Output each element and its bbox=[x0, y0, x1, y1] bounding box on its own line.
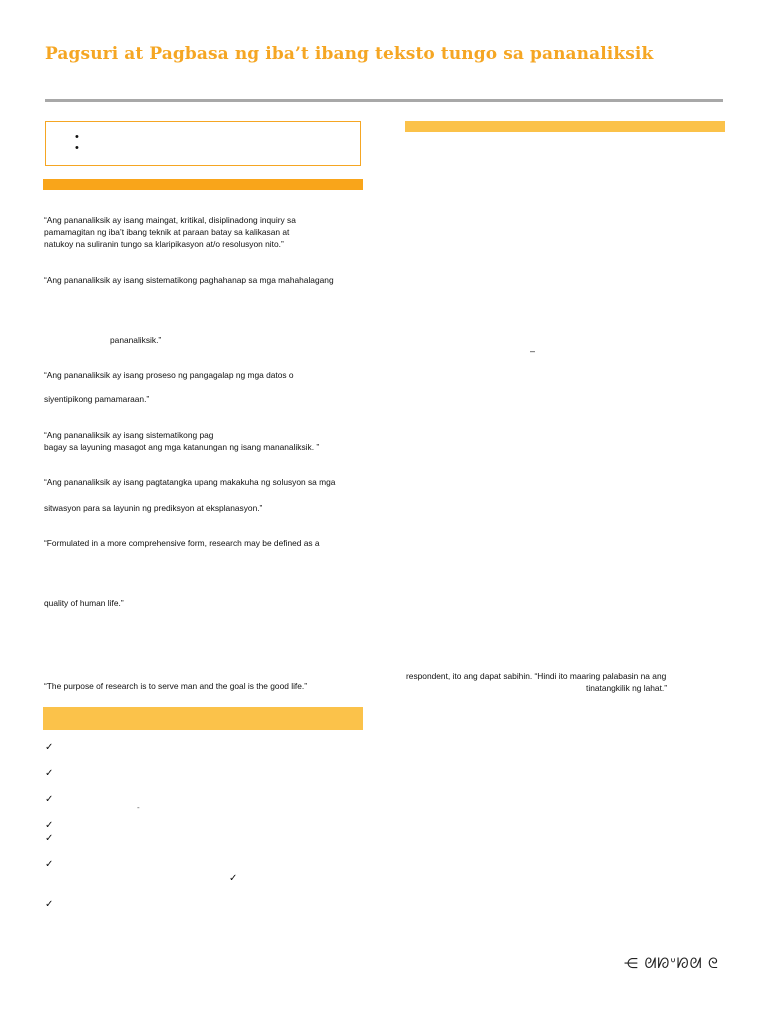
objectives-box bbox=[45, 121, 361, 166]
definition-line: “Ang pananaliksik ay isang proseso ng pangagalap ng mga datos o bbox=[44, 370, 294, 380]
definition-line: “Ang pananaliksik ay isang sistematikong pag bbox=[44, 430, 214, 440]
definition-line: pamamagitan ng iba’t ibang teknik at paraan batay sa kalikasan at bbox=[44, 227, 290, 237]
footer-logo: ⋲ ᘛᘗᐡᘗᘛ ᘓ bbox=[624, 956, 719, 972]
check-icon: ✓ bbox=[45, 833, 54, 844]
dash-mark: – bbox=[530, 346, 536, 356]
definition-line: natukoy na suliranin tungo sa klaripikasyon at/o resolusyon nito.” bbox=[44, 239, 284, 249]
check-icon: ✓ bbox=[45, 768, 54, 779]
definition-line: pananaliksik.” bbox=[110, 335, 162, 345]
right-text-line: tinatangkilik ng lahat.” bbox=[586, 683, 668, 693]
bullet: • bbox=[75, 131, 79, 143]
check-icon: ✓ bbox=[45, 859, 54, 870]
definition-line: “The purpose of research is to serve man and the goal is the good life.” bbox=[44, 681, 308, 691]
definition-line: “Ang pananaliksik ay isang maingat, kritikal, disiplinadong inquiry sa bbox=[44, 215, 296, 225]
right-text-line: respondent, ito ang dapat sabihin. “Hindi ito maaring palabasin na ang bbox=[406, 671, 667, 681]
definition-line: bagay sa layuning masagot ang mga katanungan ng isang mananaliksik. ” bbox=[44, 442, 320, 452]
stray-mark: - bbox=[137, 803, 140, 812]
check-icon: ✓ bbox=[229, 873, 238, 884]
check-icon: ✓ bbox=[45, 742, 54, 753]
page-title: Pagsuri at Pagbasa ng iba’t ibang teksto tungo sa pananaliksik bbox=[45, 44, 654, 64]
definition-line: “Formulated in a more comprehensive form, research may be defined as a bbox=[44, 538, 320, 548]
definition-line: “Ang pananaliksik ay isang sistematikong paghahanap sa mga mahahalagang bbox=[44, 275, 334, 285]
section-header-bar-lower bbox=[43, 707, 363, 730]
section-header-bar bbox=[43, 179, 363, 190]
definition-line: “Ang pananaliksik ay isang pagtatangka upang makakuha ng solusyon sa mga bbox=[44, 477, 336, 487]
definition-line: sitwasyon para sa layunin ng prediksyon at eksplanasyon.” bbox=[44, 503, 263, 513]
section-header-bar-right bbox=[405, 121, 725, 132]
bullet: • bbox=[75, 142, 79, 154]
check-icon: ✓ bbox=[45, 794, 54, 805]
check-icon: ✓ bbox=[45, 820, 54, 831]
definition-line: siyentipikong pamamaraan.” bbox=[44, 394, 150, 404]
definition-line: quality of human life.” bbox=[44, 598, 124, 608]
title-divider bbox=[45, 99, 723, 102]
check-icon: ✓ bbox=[45, 899, 54, 910]
